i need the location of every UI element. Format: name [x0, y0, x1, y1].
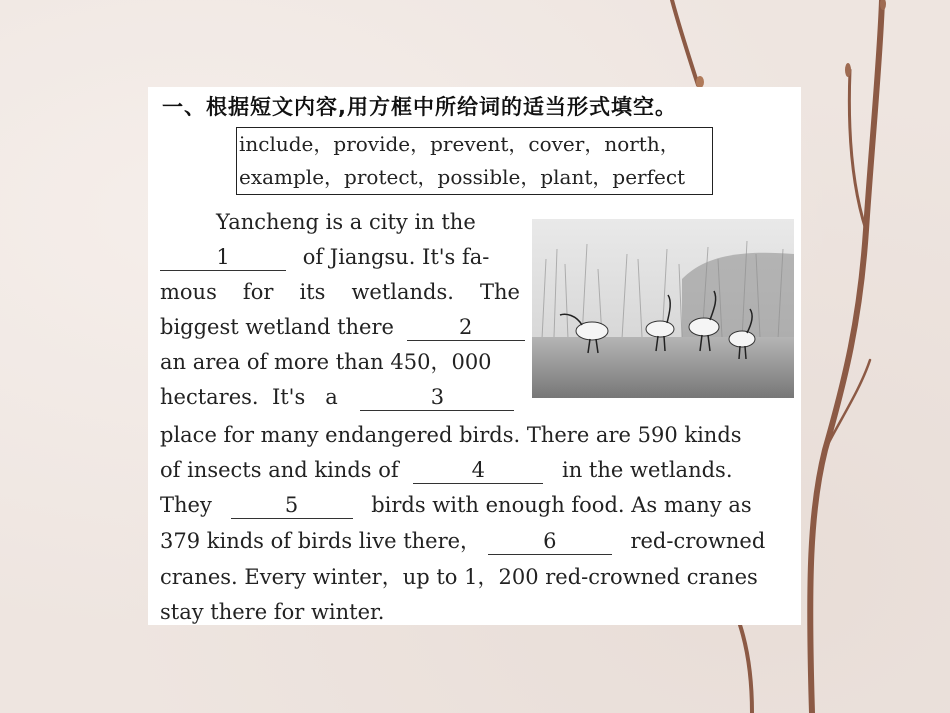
- passage-line-8-end: in the wetlands.: [562, 458, 733, 482]
- passage-line-8: [160, 456, 733, 484]
- blank-5[interactable]: 5: [231, 492, 353, 519]
- passage-line-4: [160, 313, 525, 341]
- crane-photo: [532, 219, 794, 398]
- passage-line-9: [160, 491, 752, 519]
- passage-line-9-text: They: [160, 493, 212, 517]
- passage-word: for: [242, 280, 274, 304]
- passage-line-2: [160, 243, 489, 271]
- word-box: [236, 127, 713, 195]
- instruction-heading: 一、根据短文内容,用方框中所给词的适当形式填空。: [162, 95, 677, 119]
- passage-line-9-end: birds with enough food. As many as: [371, 493, 752, 517]
- passage-line-7: place for many endangered birds. There are 590 kinds: [160, 423, 742, 447]
- passage-line-8-text: of insects and kinds of: [160, 458, 399, 482]
- passage-word: mous: [160, 280, 217, 304]
- passage-line-10-text: 379 kinds of birds live there，: [160, 529, 482, 553]
- exercise-card: [148, 87, 801, 625]
- word-box-row-1: include，provide，prevent，cover，north，: [239, 132, 680, 156]
- passage-line-10-end: red-crowned: [630, 529, 766, 553]
- passage-word: The: [480, 280, 520, 304]
- passage-line-6: [160, 383, 514, 411]
- word-box-row-2: example，protect，possible，plant，perfect: [239, 165, 686, 189]
- blank-6[interactable]: 6: [488, 528, 612, 555]
- passage-line-10: [160, 527, 765, 555]
- passage-line-4-text: biggest wetland there: [160, 315, 394, 339]
- passage-line-1: Yancheng is a city in the: [216, 210, 476, 234]
- blank-4[interactable]: 4: [413, 457, 543, 484]
- passage-word: its: [299, 280, 326, 304]
- passage-line-2-text: of Jiangsu. It's fa-: [302, 245, 490, 269]
- passage-line-3: [160, 278, 520, 306]
- passage-line-6-text: hectares. It's a: [160, 385, 338, 409]
- passage-line-12: stay there for winter.: [160, 600, 385, 624]
- passage-line-5: an area of more than 450，000: [160, 350, 492, 374]
- passage-word: wetlands.: [351, 280, 454, 304]
- blank-2[interactable]: 2: [407, 314, 525, 341]
- passage-line-11: cranes. Every winter，up to 1，200 red-crowned cranes: [160, 565, 758, 589]
- blank-3[interactable]: 3: [360, 384, 514, 411]
- blank-1[interactable]: 1: [160, 244, 286, 271]
